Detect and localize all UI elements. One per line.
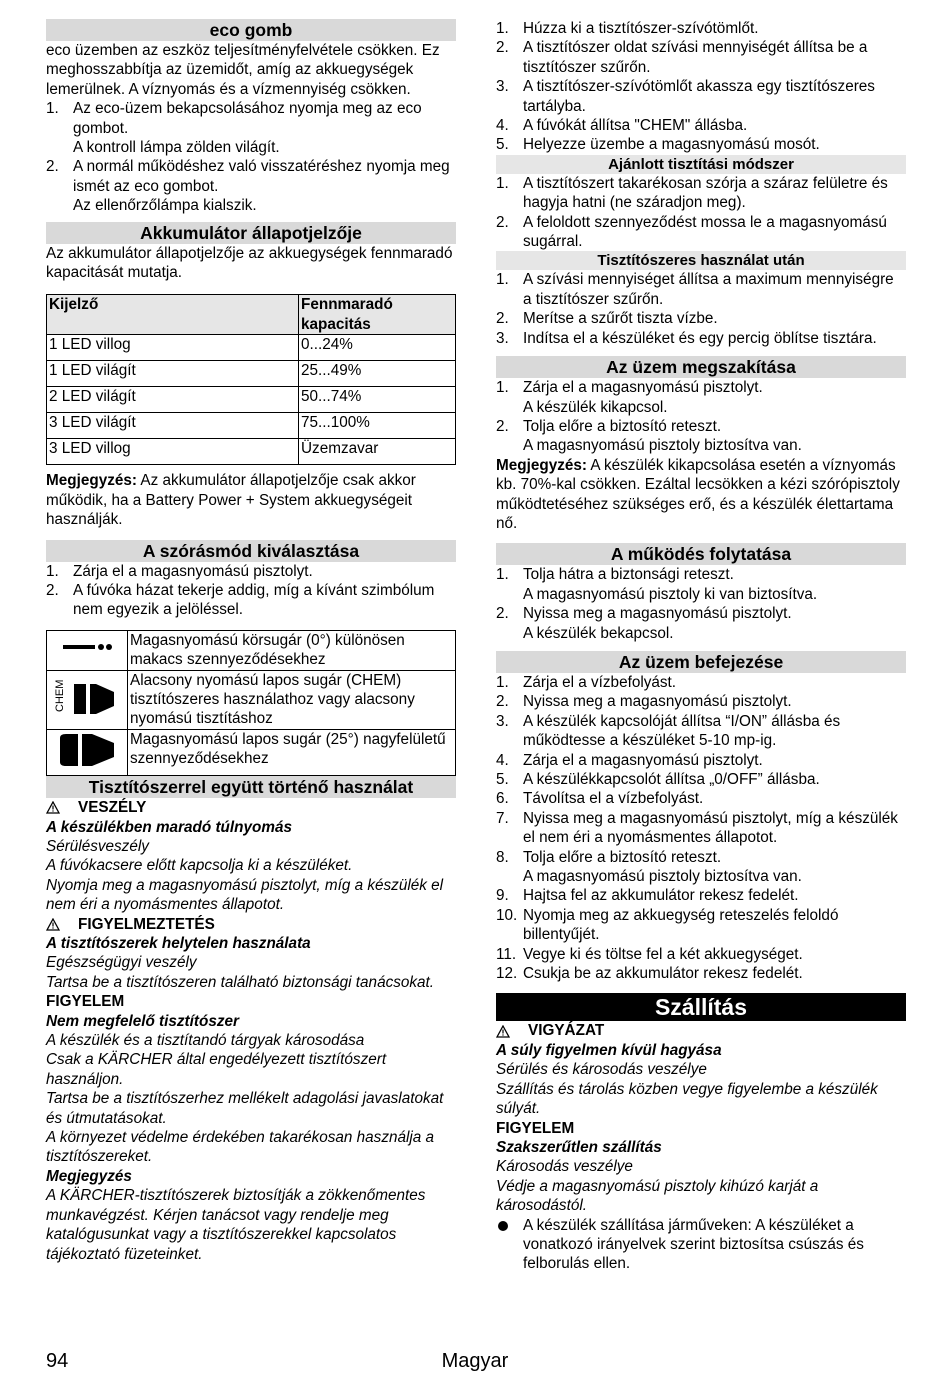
step-text: Zárja el a vízbefolyást. xyxy=(523,673,677,691)
list-item xyxy=(496,19,906,38)
transport-bullets xyxy=(496,1216,906,1274)
warning-triangle-icon xyxy=(46,918,60,931)
caution-label: VIGYÁZAT xyxy=(528,1022,605,1040)
note-text: Az akkumulátor állapotjelzője csak akkor működik, ha a Battery Power + System akkuegységeit használják. xyxy=(46,472,416,529)
bullet-icon xyxy=(498,1221,508,1231)
list-item xyxy=(496,906,906,945)
list-item xyxy=(496,886,906,905)
danger-title: A készülékben maradó túlnyomás xyxy=(46,818,292,836)
interrupt-note xyxy=(496,456,906,534)
remark-title: Megjegyzés xyxy=(46,1167,132,1185)
list-item xyxy=(496,174,906,213)
step-text: A feloldott szennyeződést mossa le a magasnyomású sugárral. xyxy=(523,213,887,251)
caution-label-row xyxy=(496,1021,906,1040)
step-number: 2. xyxy=(496,605,509,623)
step-number: 5. xyxy=(496,771,509,788)
table-cell: 75...100% xyxy=(299,413,456,439)
list-item xyxy=(496,848,906,887)
list-item xyxy=(496,270,906,309)
table-cell: 0...24% xyxy=(299,335,456,361)
step-number: 3. xyxy=(496,712,509,730)
notice-line: A környezet védelme érdekében takarékosan használja a tisztítószereket. xyxy=(46,1129,435,1166)
notice-title: Nem megfelelő tisztítószer xyxy=(46,1012,239,1030)
mode-description: Magasnyomású lapos sugár (25°) nagyfelületű szennyeződésekhez xyxy=(128,729,456,775)
step-number: 6. xyxy=(496,790,509,808)
warning-triangle-icon xyxy=(496,1025,510,1038)
notice-line: Tartsa be a tisztítószerhez mellékelt adagolási javaslatokat és útmutatásokat. xyxy=(46,1090,444,1127)
pointed-jet-icon xyxy=(57,637,117,657)
caution-line: Sérülés és károsodás veszélye xyxy=(496,1061,707,1079)
step-text: Hajtsa fel az akkumulátor rekesz fedelét. xyxy=(523,887,799,905)
notice-line: A készülék és a tisztítandó tárgyak károsodása xyxy=(46,1032,365,1050)
step-number: 2. xyxy=(46,158,59,176)
step-number: 2. xyxy=(496,417,509,435)
step-text: Nyissa meg a magasnyomású pisztolyt. xyxy=(523,605,792,623)
step-text: A szívási mennyiséget állítsa a maximum mennyiségre a tisztítószer szűrőn. xyxy=(523,271,894,308)
table-row xyxy=(47,670,456,729)
list-item xyxy=(496,712,906,751)
caution-line: Szállítás és tárolás közben vegye figyelembe a készülék súlyát. xyxy=(496,1080,878,1118)
step-text: A tisztítószer-szívótömlőt akassza egy tisztítószeres tartályba. xyxy=(523,78,875,115)
notice-line: Károsodás veszélye xyxy=(496,1158,633,1176)
step-number: 5. xyxy=(496,136,509,154)
detergent-steps xyxy=(496,19,906,155)
table-cell: 1 LED világít xyxy=(47,361,299,387)
step-number: 1. xyxy=(46,100,59,118)
step-number: 1. xyxy=(46,562,59,580)
table-row xyxy=(47,413,456,439)
notice-line: Csak a KÄRCHER által engedélyezett tisztítószert használjon. xyxy=(46,1051,387,1088)
step-text: Zárja el a magasnyomású pisztolyt. xyxy=(73,562,313,580)
note-label: Megjegyzés: xyxy=(46,472,137,490)
step-number: 1. xyxy=(496,20,509,37)
list-item xyxy=(496,329,906,348)
step-text: Zárja el a magasnyomású pisztolyt. xyxy=(523,751,763,769)
step-number: 3. xyxy=(496,329,509,347)
step-text: Távolítsa el a vízbefolyást. xyxy=(523,790,704,808)
mode-description: Magasnyomású körsugár (0°) különösen makacs szennyeződésekhez xyxy=(128,630,456,670)
danger-label-row xyxy=(46,798,456,817)
step-number: 8. xyxy=(496,848,509,866)
list-item xyxy=(46,562,456,581)
list-item xyxy=(496,38,906,77)
table-header: Kijelző xyxy=(47,295,299,335)
step-text: Nyissa meg a magasnyomású pisztolyt. xyxy=(523,693,792,711)
step-number: 3. xyxy=(496,78,509,96)
step-text: Zárja el a magasnyomású pisztolyt. xyxy=(523,379,763,397)
warning-line: Egészségügyi veszély xyxy=(46,954,197,972)
detergent-heading: Tisztítószerrel együtt történő használat xyxy=(46,776,456,798)
table-cell: 25...49% xyxy=(299,361,456,387)
caution-title: A súly figyelmen kívül hagyása xyxy=(496,1041,722,1059)
list-item xyxy=(496,213,906,252)
finish-steps xyxy=(496,673,906,984)
step-result: A készülék bekapcsol. xyxy=(523,624,674,642)
interrupt-heading: Az üzem megszakítása xyxy=(496,356,906,378)
step-text: Húzza ki a tisztítószer-szívótömlőt. xyxy=(523,20,759,37)
list-item xyxy=(46,99,456,157)
table-row xyxy=(47,439,456,465)
step-text: Helyezze üzembe a magasnyomású mosót. xyxy=(523,136,820,154)
interrupt-steps xyxy=(496,378,906,456)
table-cell: 3 LED világít xyxy=(47,413,299,439)
step-text: A normál működéshez való visszatéréshez nyomja meg ismét az eco gombot. xyxy=(73,158,450,195)
table-cell: Üzemzavar xyxy=(299,439,456,465)
step-number: 1. xyxy=(496,673,509,691)
bullet-text: A készülék szállítása járműveken: A készüléket a vonatkozó irányelvek szerint biztosítsa csúszás és felborulás ellen. xyxy=(523,1216,864,1273)
remark-text: A KÄRCHER-tisztítószerek biztosítják a zökkenőmentes munkavégzést. Kérjen tanácsot vagy rendelje meg katalógusunkat vagy a tisztítószerekkel kapcsolatos tájékoztató füzeteinket. xyxy=(46,1187,426,1263)
warning-title: A tisztítószerek helytelen használata xyxy=(46,935,311,952)
battery-intro: Az akkumulátor állapotjelzője az akkuegységek fennmaradó kapacitását mutatja. xyxy=(46,244,453,282)
warning-triangle-icon xyxy=(46,801,60,814)
eco-intro: eco üzemben az eszköz teljesítményfelvétele csökken. Ez meghosszabbítja az üzemidőt, amíg az akkuegységek lemerülnek. A víznyomás és a vízmennyiség csökken. xyxy=(46,42,440,98)
step-number: 2. xyxy=(496,310,509,328)
resume-steps xyxy=(496,565,906,643)
step-text: A készülékkapcsolót állítsa „0/OFF” állásba. xyxy=(523,771,820,788)
after-use-heading: Tisztítószeres használat után xyxy=(496,251,906,270)
step-text: Tolja hátra a biztonsági reteszt. xyxy=(523,566,734,584)
danger-line: Nyomja meg a magasnyomású pisztolyt, míg a készülék el nem éri a nyomásmentes állapotot. xyxy=(46,876,444,914)
step-number: 12. xyxy=(496,965,518,983)
recommended-heading: Ajánlott tisztítási módszer xyxy=(496,155,906,174)
list-item xyxy=(496,604,906,643)
warning-line: Tartsa be a tisztítószeren található biztonsági tanácsokat. xyxy=(46,973,435,991)
step-text: A fúvókát állítsa "CHEM" állásba. xyxy=(523,117,748,135)
list-item xyxy=(496,809,906,848)
chem-nozzle-icon xyxy=(52,672,122,722)
step-text: Nyomja meg az akkuegység reteszelés feloldó billentyűjét. xyxy=(523,906,839,944)
recommended-steps xyxy=(496,174,906,252)
table-cell xyxy=(47,670,128,729)
list-item xyxy=(496,673,906,692)
page-number: 94 xyxy=(46,1350,69,1372)
step-number: 4. xyxy=(496,117,509,135)
list-item xyxy=(46,157,456,215)
mode-description: Alacsony nyomású lapos sugár (CHEM) tisztítószeres használathoz vagy alacsony nyomású tisztításhoz xyxy=(128,670,456,729)
step-number: 2. xyxy=(496,693,509,711)
list-item xyxy=(496,116,906,135)
spray-mode-table xyxy=(46,630,456,776)
table-cell xyxy=(47,729,128,775)
table-row xyxy=(47,630,456,670)
step-text: Vegye ki és töltse fel a két akkuegységet. xyxy=(523,945,803,963)
step-result: A magasnyomású pisztoly biztosítva van. xyxy=(523,868,802,886)
list-item xyxy=(496,964,906,983)
list-item xyxy=(496,135,906,154)
list-item xyxy=(496,770,906,789)
step-number: 1. xyxy=(496,566,509,584)
battery-table xyxy=(46,294,456,465)
step-number: 2. xyxy=(496,39,509,57)
table-header: Fennmaradó kapacitás xyxy=(299,295,456,335)
step-number: 4. xyxy=(496,751,509,769)
note-label: Megjegyzés: xyxy=(496,456,587,474)
right-column xyxy=(496,19,906,1274)
list-item xyxy=(496,945,906,964)
table-row xyxy=(47,361,456,387)
list-item xyxy=(496,309,906,328)
step-text: Csukja be az akkumulátor rekesz fedelét. xyxy=(523,965,803,983)
spray-steps xyxy=(46,562,456,620)
left-column xyxy=(46,19,456,1264)
list-item xyxy=(46,581,456,620)
table-row xyxy=(47,729,456,775)
step-text: Tolja előre a biztosító reteszt. xyxy=(523,848,722,866)
danger-label: VESZÉLY xyxy=(78,799,147,817)
list-item xyxy=(496,565,906,604)
step-text: Nyissa meg a magasnyomású pisztolyt, míg a készülék el nem éri a nyomásmentes állapotot. xyxy=(523,809,898,847)
step-number: 11. xyxy=(496,945,517,963)
danger-line: Sérülésveszély xyxy=(46,837,149,855)
warning-label: FIGYELMEZTETÉS xyxy=(78,915,215,933)
step-number: 10. xyxy=(496,906,518,924)
step-text: A készülék kapcsolóját állítsa “I/ON” állásba és működtesse a készüléket 5-10 mp-ig. xyxy=(523,712,841,750)
step-text: Tolja előre a biztosító reteszt. xyxy=(523,417,722,435)
list-item xyxy=(496,1216,906,1274)
transport-heading: Szállítás xyxy=(496,993,906,1021)
step-number: 1. xyxy=(496,174,509,192)
list-item xyxy=(496,751,906,770)
list-item xyxy=(496,789,906,808)
table-cell: 50...74% xyxy=(299,387,456,413)
step-text: Az eco-üzem bekapcsolásához nyomja meg az eco gombot. xyxy=(73,100,422,137)
step-number: 2. xyxy=(496,213,509,231)
notice-line: Védje a magasnyomású pisztoly kihúzó karját a károsodástól. xyxy=(496,1177,819,1215)
after-use-steps xyxy=(496,270,906,348)
note-text: A készülék kikapcsolása esetén a víznyomás kb. 70%-kal csökken. Ezáltal lecsökken a kézi szórópisztoly működtetéséhez szükséges erő, és a készülék élettartama nő. xyxy=(496,456,900,532)
step-number: 1. xyxy=(496,271,509,289)
step-number: 1. xyxy=(496,379,509,397)
flat-jet-icon xyxy=(52,730,122,770)
eco-heading: eco gomb xyxy=(46,19,456,41)
step-result: A magasnyomású pisztoly ki van biztosítva. xyxy=(523,585,818,603)
notice-label: FIGYELEM xyxy=(496,1119,575,1137)
table-cell: 2 LED világít xyxy=(47,387,299,413)
table-cell: 3 LED villog xyxy=(47,439,299,465)
step-number: 9. xyxy=(496,887,509,905)
list-item xyxy=(496,417,906,456)
step-number: 7. xyxy=(496,809,509,827)
chem-label: CHEM xyxy=(54,679,66,712)
warning-label-row xyxy=(46,915,456,934)
table-cell xyxy=(47,630,128,670)
step-number: 2. xyxy=(46,581,59,599)
step-text: Indítsa el a készüléket és egy percig öblítse tisztára. xyxy=(523,329,877,347)
battery-note xyxy=(46,471,456,529)
battery-heading: Akkumulátor állapotjelzője xyxy=(46,222,456,244)
step-text: A tisztítószer oldat szívási mennyiségét állítsa be a tisztítószer szűrőn. xyxy=(523,39,868,76)
notice-label: FIGYELEM xyxy=(46,993,125,1011)
step-result: A kontroll lámpa zölden világít. xyxy=(73,139,280,157)
step-result: A magasnyomású pisztoly biztosítva van. xyxy=(523,437,802,455)
list-item xyxy=(496,378,906,417)
step-result: Az ellenőrzőlámpa kialszik. xyxy=(73,197,257,215)
step-result: A készülék kikapcsol. xyxy=(523,398,668,416)
eco-steps xyxy=(46,99,456,215)
notice-title: Szakszerűtlen szállítás xyxy=(496,1138,662,1156)
list-item xyxy=(496,77,906,116)
finish-heading: Az üzem befejezése xyxy=(496,651,906,673)
table-cell: 1 LED villog xyxy=(47,335,299,361)
danger-line: A fúvókacsere előtt kapcsolja ki a készüléket. xyxy=(46,857,353,875)
step-text: A tisztítószert takarékosan szórja a száraz felületre és hagyja hatni (ne száradjon meg). xyxy=(523,174,888,212)
table-row xyxy=(47,387,456,413)
table-header-row xyxy=(47,295,456,335)
step-text: Merítse a szűrőt tiszta vízbe. xyxy=(523,310,718,328)
list-item xyxy=(496,692,906,711)
table-row xyxy=(47,335,456,361)
step-text: A fúvóka házat tekerje addig, míg a kívánt szimbólum nem egyezik a jelöléssel. xyxy=(73,581,435,619)
footer-language: Magyar xyxy=(441,1350,509,1372)
spray-heading: A szórásmód kiválasztása xyxy=(46,540,456,562)
resume-heading: A működés folytatása xyxy=(496,543,906,565)
